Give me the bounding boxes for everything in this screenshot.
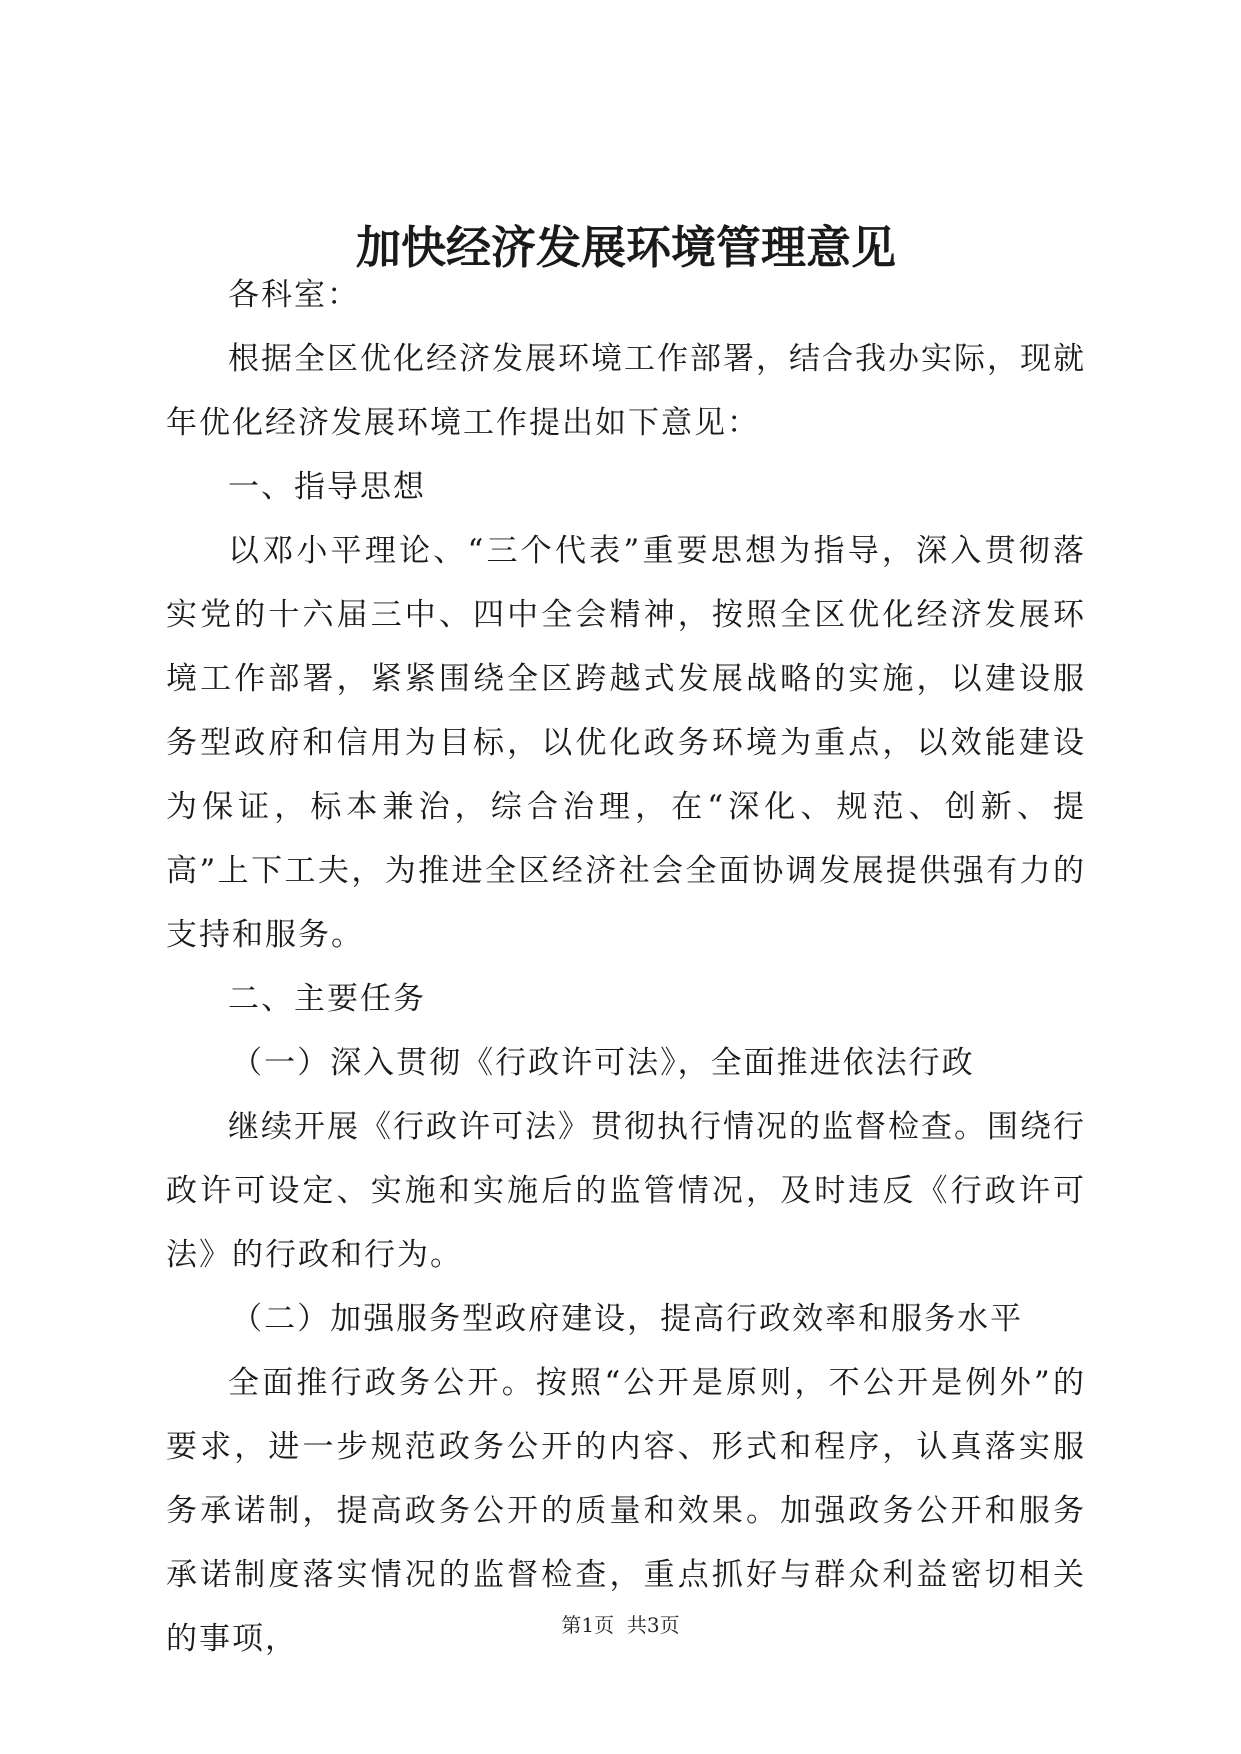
intro-paragraph: 根据全区优化经济发展环境工作部署，结合我办实际，现就年优化经济发展环境工作提出如下意见： bbox=[166, 341, 1086, 441]
document-page bbox=[166, 0, 1086, 1754]
section-heading-main-tasks: 二、主要任务 bbox=[228, 981, 426, 1017]
subsection-heading-1: （一）深入贯彻《行政许可法》，全面推进依法行政 bbox=[231, 1045, 975, 1081]
guiding-ideology-paragraph: 以邓小平理论、“三个代表”重要思想为指导，深入贯彻落实党的十六届三中、四中全会精神，按照全区优化经济发展环境工作部署，紧紧围绕全区跨越式发展战略的实施，以建设服务型政府和信用为目标，以优化政务环境为重点，以效能建设为保证，标本兼治，综合治理，在“深化、规范、创新、提高”上下工夫，为推进全区经济社会全面协调发展提供强有力的支持和服务。 bbox=[166, 533, 1086, 953]
page-mid: 页 共 bbox=[594, 1613, 647, 1637]
document-body bbox=[166, 263, 1086, 1671]
page-suffix: 页 bbox=[659, 1613, 680, 1637]
section-heading-guiding-ideology: 一、指导思想 bbox=[228, 469, 426, 505]
salutation: 各科室： bbox=[228, 277, 360, 313]
page-number: 1 bbox=[581, 1613, 595, 1637]
subsection-1-paragraph: 继续开展《行政许可法》贯彻执行情况的监督检查。围绕行政许可设定、实施和实施后的监管情况，及时违反《行政许可法》的行政和行为。 bbox=[166, 1109, 1086, 1273]
page-footer bbox=[0, 1610, 1241, 1640]
document-title: 加快经济发展环境管理意见 bbox=[355, 221, 896, 274]
page-prefix: 第 bbox=[561, 1613, 582, 1637]
page-total: 3 bbox=[646, 1613, 660, 1637]
subsection-2-paragraph: 全面推行政务公开。按照“公开是原则，不公开是例外”的要求，进一步规范政务公开的内容、形式和程序，认真落实服务承诺制，提高政务公开的质量和效果。加强政务公开和服务承诺制度落实情况的监督检查，重点抓好与群众利益密切相关的事项， bbox=[166, 1365, 1086, 1657]
subsection-heading-2: （二）加强服务型政府建设，提高行政效率和服务水平 bbox=[231, 1301, 1024, 1337]
